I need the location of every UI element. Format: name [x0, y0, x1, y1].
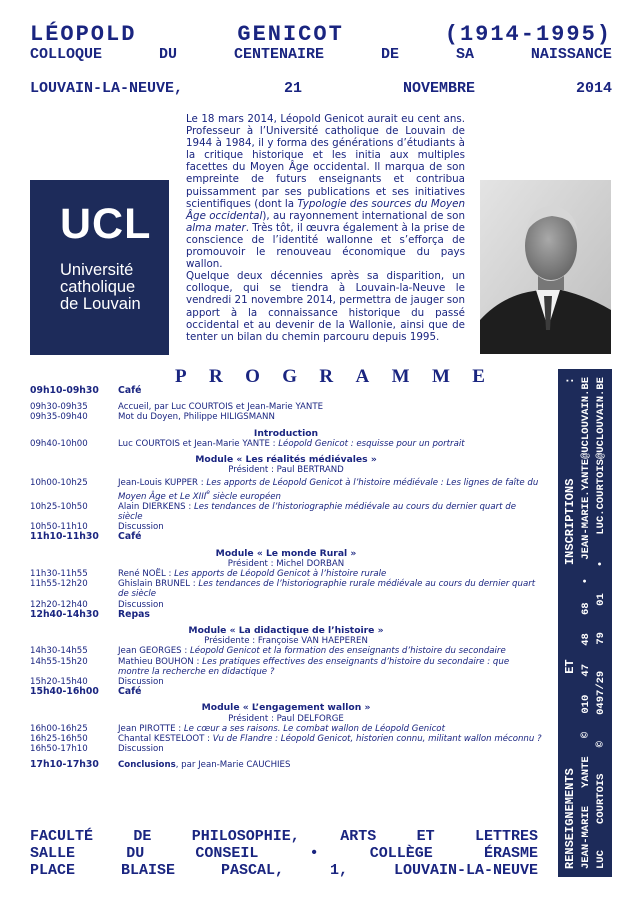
- subtitle-word: DE: [380, 46, 399, 63]
- schedule-row: 09h35-09h40 Mot du Doyen, Philippe HILIGSMANN: [30, 412, 275, 423]
- schedule-row: 15h40-16h00 Café: [30, 686, 142, 698]
- module-heading: Module « L’engagement wallon »: [201, 702, 371, 714]
- logo-line: de Louvain: [60, 295, 141, 313]
- contact-line: JEAN-MARIE YANTE © 010 47 48 68 • JEAN-MARIE.YANTE@UCLOUVAIN.BE: [580, 377, 592, 869]
- schedule-row: 09h10-09h30 Café: [30, 385, 142, 396]
- module-heading: Module « La didactique de l’histoire »: [188, 624, 384, 636]
- subtitle-word: CENTENAIRE: [233, 46, 324, 63]
- title-word: LÉOPOLD: [30, 22, 137, 47]
- contact-line: LUC COURTOIS © 0497/29 79 01 • LUC.COURTOIS@UCLOUVAIN.BE: [595, 377, 607, 869]
- schedule: [30, 386, 542, 771]
- schedule-row: 10h50-11h10 Discussion: [30, 522, 164, 533]
- title-word: GENICOT: [237, 22, 344, 47]
- subtitle-word: SA: [455, 46, 474, 63]
- schedule-row: 15h20-15h40 Discussion: [30, 676, 164, 687]
- section-heading: Introduction: [253, 427, 319, 439]
- schedule-row: 17h10-17h30 Conclusions, par Jean-Marie CAUCHIES: [30, 759, 291, 771]
- contact-text: [558, 369, 612, 877]
- date-word: NOVEMBRE: [402, 80, 475, 97]
- schedule-row: 12h40-14h30 Repas: [30, 608, 150, 620]
- module-heading: Module « Le monde Rural »: [215, 547, 357, 559]
- schedule-row: 16h25-16h50 Chantal KESTELOOT : Vu de Flandre : Léopold Genicot, historien connu, militant wallon méconnu ?: [30, 733, 542, 744]
- logo-name: [60, 262, 141, 313]
- date-word: 2014: [575, 80, 612, 97]
- venue-line-2: SALLE DU CONSEIL • COLLÈGE ÉRASME: [30, 845, 538, 862]
- module-heading: Module « Les réalités médiévales »: [195, 454, 377, 466]
- logo-line: catholique: [60, 278, 136, 296]
- schedule-row: 10h00-10h25 Jean-Louis KUPPER : Les apports de Léopold Genicot à l’histoire médiévale : Les lignes de faîte du Moyen Âge et Le XIIIe siècle européen: [30, 478, 539, 502]
- title-line-1: [30, 24, 612, 46]
- venue-line-1: FACULTÉ DE PHILOSOPHIE, ARTS ET LETTRES: [30, 828, 538, 845]
- portrait-photo: [480, 180, 611, 354]
- module-chair: Président : Michel DORBAN: [227, 558, 345, 569]
- schedule-row: 11h55-12h20 Ghislain BRUNEL : Les tendances de l’historiographie rurale médiévale au cours du dernier quart de siècle: [30, 579, 536, 600]
- intro-paragraph-2: Quelque deux décennies après sa disparition, un colloque, qui se tiendra à Louvain-la-Neuve le vendredi 21 novembre 2014, permettra de jauger son apport à la connaissance historique du passé occidental et au devenir de la Wallonie, ainsi que de tenter un bilan du chemin parcouru depuis 1995.: [186, 270, 465, 343]
- subtitle-word: NAISSANCE: [530, 46, 612, 63]
- module-chair: Président : Paul BERTRAND: [228, 465, 344, 476]
- title-word: (1914-1995): [444, 22, 612, 47]
- schedule-row: 14h30-14h55 Jean GEORGES : Léopold Genicot et la formation des enseignants d’histoire du secondaire: [30, 646, 506, 657]
- programme-heading: P R O G R A M M E: [175, 366, 485, 387]
- event-date-line: [30, 80, 612, 98]
- module-chair: Présidente : Françoise VAN HAEPEREN: [204, 636, 368, 647]
- title-line-2: [30, 46, 612, 64]
- subtitle-word: COLLOQUE: [30, 46, 103, 63]
- subtitle-word: DU: [158, 46, 177, 63]
- logo-acronym: UCL: [60, 200, 152, 248]
- ucl-logo: [30, 180, 169, 355]
- module-chair: Président : Paul DELFORGE: [228, 713, 344, 724]
- venue-line-3: PLACE BLAISE PASCAL, 1, LOUVAIN-LA-NEUVE: [30, 862, 538, 879]
- schedule-row: 16h00-16h25 Jean PIROTTE : Le cœur a ses raisons. Le combat wallon de Léopold Genicot: [30, 723, 445, 734]
- contact-heading: RENSEIGNEMENTS ET INSCRIPTIONS :: [563, 377, 577, 869]
- schedule-row: 12h20-12h40 Discussion: [30, 599, 164, 610]
- intro-text: [186, 113, 465, 343]
- schedule-row: 10h25-10h50 Alain DIERKENS : Les tendances de l’historiographie médiévale au cours du dernier quart de siècle: [30, 501, 517, 522]
- schedule-row: 09h30-09h35 Accueil, par Luc COURTOIS et Jean-Marie YANTE: [30, 402, 324, 413]
- date-word: 21: [284, 80, 303, 97]
- intro-paragraph-1: Le 18 mars 2014, Léopold Genicot aurait eu cent ans. Professeur à l’Université catholique de Louvain de 1944 à 1984, il y forma des générations d’étudiants à la critique historique et les initia aux multiples facettes du Moyen Âge occidental. Il marqua de son empreinte de futurs enseignants et contribua puissamment par ses publications et ses initiatives scientifiques (dont la Typologie des sources du Moyen Âge occidental), au rayonnement international de son alma mater. Très tôt, il œuvra également à la prise de conscience de l’identité wallonne et s’efforça de promouvoir le renouveau économique du pays wallon.: [186, 113, 466, 271]
- schedule-row: 11h30-11h55 René NOËL : Les apports de Léopold Genicot à l’histoire rurale: [30, 568, 387, 579]
- schedule-row: 09h40-10h00 Luc COURTOIS et Jean-Marie YANTE : Léopold Genicot : esquisse pour un portrait: [30, 438, 465, 449]
- schedule-row: 14h55-15h20 Mathieu BOUHON : Les pratiques effectives des enseignants d’histoire du secondaire : que montre la recherche en didactique ?: [30, 656, 510, 677]
- date-word: LOUVAIN-LA-NEUVE,: [30, 80, 184, 97]
- schedule-row: 16h50-17h10 Discussion: [30, 744, 164, 755]
- contact-sidebar: [558, 369, 612, 877]
- schedule-row: 11h10-11h30 Café: [30, 531, 142, 543]
- logo-line: Université: [60, 261, 134, 279]
